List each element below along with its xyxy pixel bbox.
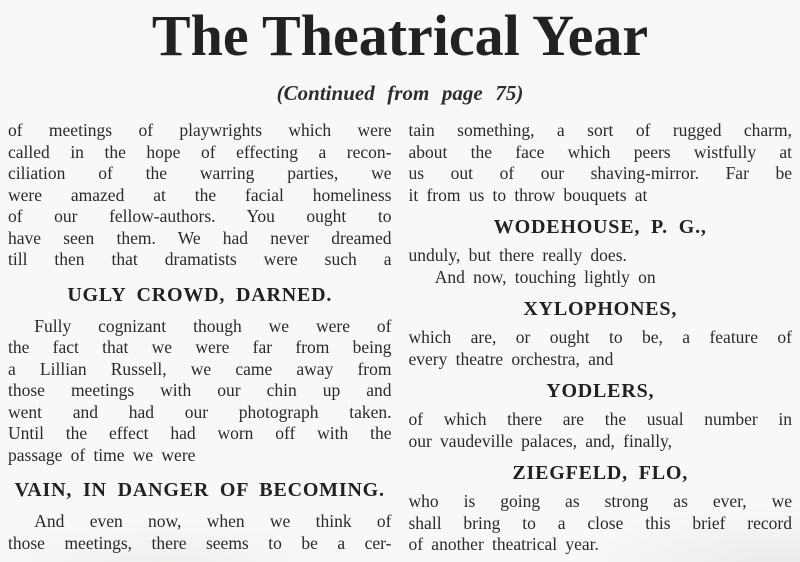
text-line: ciliation of the warring parties, we [8,163,392,183]
continued-from-note: (Continued from page 75) [276,81,524,105]
article-columns [8,120,792,556]
text-line: unduly, but there really does. [408,245,627,265]
text-line: And even now, when we think of [34,511,392,531]
text-line: tain something, a sort of rugged charm, [408,120,792,140]
text-line: Fully cognizant though we were of [34,315,392,336]
left-column [8,120,392,556]
text-paragraph [8,511,392,554]
text-line: shall bring to a close this brief record [408,512,792,533]
text-line: those meetings with our chin up and [8,380,392,400]
text-line: the fact that we were far from being [8,337,392,357]
section-heading: VAIN, IN DANGER OF BECOMING. [14,479,385,501]
section-heading: ZIEGFELD, FLO, [512,462,689,484]
text-paragraph [409,120,793,206]
text-line: went and had our photograph taken. [8,401,392,422]
section-heading: XYLOPHONES, [523,298,678,320]
text-line: Until the effect had worn off with the [8,423,392,443]
section-heading: YODLERS, [546,380,655,402]
text-line: passage of time we were [8,444,196,465]
text-line: And now, touching lightly on [434,266,656,287]
text-line: which are, or ought to be, a feature of [408,327,792,347]
text-line: of our fellow-authors. You ought to [8,206,392,226]
text-line: it from us to throw bouquets at [408,184,648,205]
text-paragraph [8,316,392,467]
text-line: our vaudeville palaces, and, finally, [408,430,673,451]
text-paragraph [409,327,793,370]
text-line: of another theatrical year. [408,534,599,554]
page-title: The Theatrical Year [151,3,649,68]
text-line: about the face which peers wistfully at [408,141,792,162]
section-heading: WODEHOUSE, P. G., [493,216,707,238]
text-paragraph [409,491,793,556]
text-paragraph [409,245,793,267]
text-line: were amazed at the facial homeliness [8,184,392,205]
text-line: have seen them. We had never dreamed [8,227,392,248]
text-line: who is going as strong as ever, we [408,491,792,511]
text-line: called in the hope of effecting a recon- [8,141,392,162]
right-column [409,120,793,556]
text-line: till then that dramatists were such a [8,249,392,269]
text-paragraph [409,409,793,452]
text-line: of which there are the usual number in [408,409,792,429]
text-line: of meetings of playwrights which were [8,120,392,140]
section-heading: UGLY CROWD, DARNED. [67,283,333,306]
text-paragraph [8,120,392,271]
text-line: every theatre orchestra, and [408,348,614,369]
text-line: those meetings, there seems to be a cer- [8,532,392,553]
text-line: us out of our shaving-mirror. Far be [408,163,792,183]
text-paragraph [409,267,793,289]
text-line: a Lillian Russell, we came away from [8,358,392,379]
